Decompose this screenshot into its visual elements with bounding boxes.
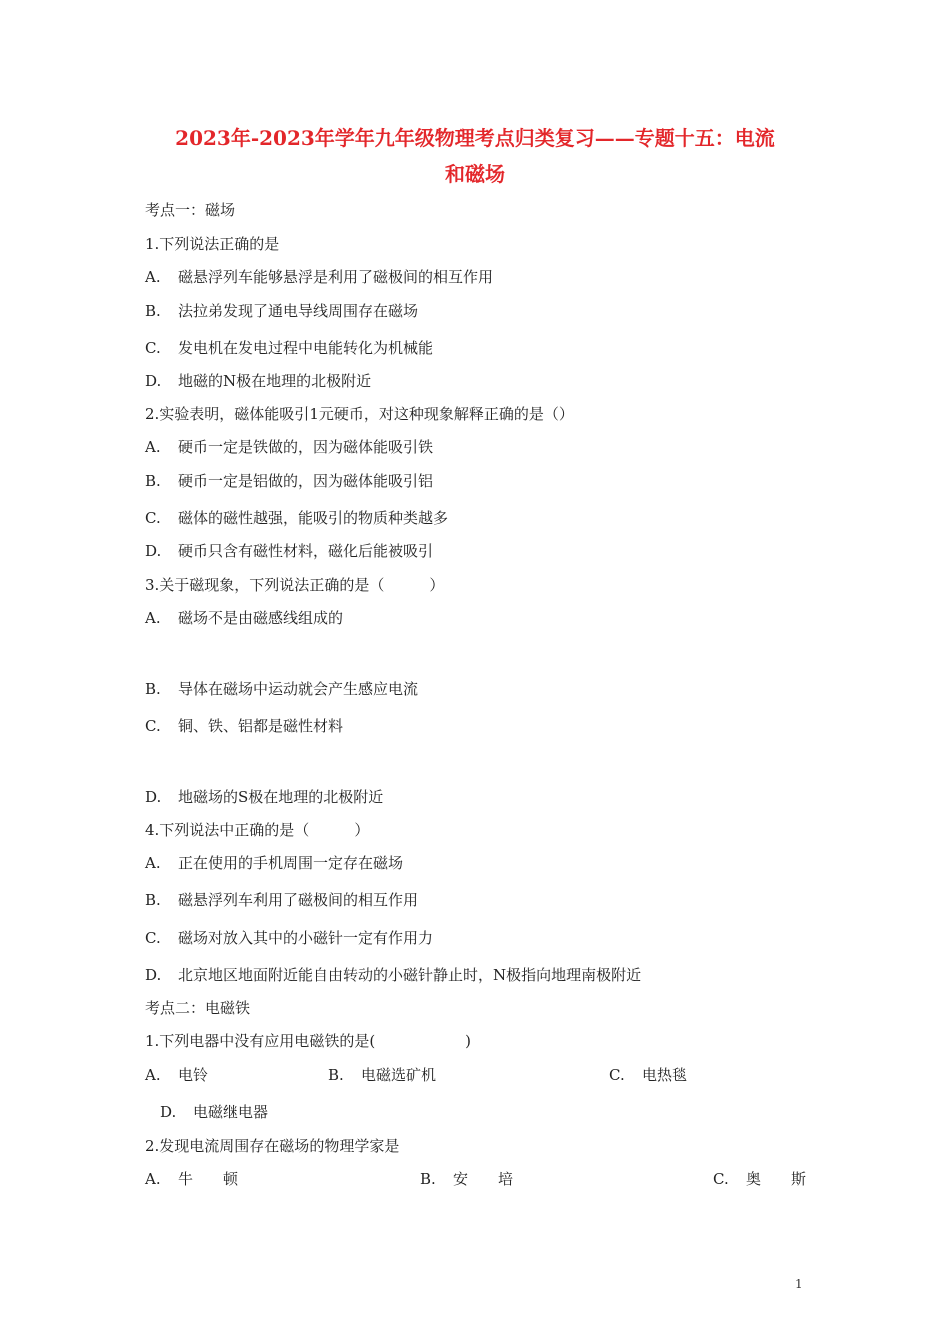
s1-q4-stem: 4.下列说法中正确的是（ ） [145, 821, 370, 839]
option-text: 硬币只含有磁性材料，磁化后能被吸引 [178, 542, 434, 560]
option-text: 发电机在发电过程中电能转化为机械能 [178, 339, 434, 357]
s1-q3-stem: 3.关于磁现象，下列说法正确的是（ ） [145, 576, 445, 594]
option-letter: C. [145, 339, 161, 357]
s1-q4-option-d [145, 966, 641, 984]
s1-q3-option-c [145, 717, 343, 735]
s2-q2-option-a [145, 1170, 238, 1188]
s1-q4-option-b [145, 891, 418, 909]
s1-q3-option-b [145, 680, 418, 698]
option-letter: A. [145, 609, 161, 627]
s1-q3-option-a [145, 609, 343, 627]
option-letter: D. [145, 788, 162, 806]
s1-q2-option-b [145, 472, 433, 490]
s2-q1-option-c [609, 1066, 687, 1084]
section1-heading: 考点一：磁场 [145, 201, 236, 219]
option-text: 地磁场的S极在地理的北极附近 [178, 788, 384, 806]
option-text: 硬币一定是铁做的，因为磁体能吸引铁 [178, 438, 434, 456]
option-letter: D. [145, 966, 162, 984]
s1-q1-option-c [145, 339, 433, 357]
option-text: 北京地区地面附近能自由转动的小磁针静止时，N极指向地理南极附近 [178, 966, 642, 984]
option-text: 硬币一定是铝做的，因为磁体能吸引铝 [178, 472, 434, 490]
option-text: 磁悬浮列车能够悬浮是利用了磁极间的相互作用 [178, 268, 494, 286]
s1-q2-option-d [145, 542, 433, 560]
option-text: 磁场对放入其中的小磁针一定有作用力 [178, 929, 434, 947]
option-letter: B. [420, 1170, 436, 1188]
option-letter: B. [145, 302, 161, 320]
option-text: 奥 斯 [746, 1170, 807, 1188]
option-letter: B. [145, 891, 161, 909]
s1-q1-option-d [145, 372, 371, 390]
option-text: 电磁选矿机 [361, 1066, 437, 1084]
option-letter: B. [328, 1066, 344, 1084]
option-letter: B. [145, 472, 161, 490]
option-text: 导体在磁场中运动就会产生感应电流 [178, 680, 419, 698]
s1-q1-stem: 1.下列说法正确的是 [145, 235, 280, 253]
option-text: 磁体的磁性越强，能吸引的物质种类越多 [178, 509, 449, 527]
option-letter: D. [145, 542, 162, 560]
option-letter: C. [713, 1170, 729, 1188]
option-letter: C. [145, 717, 161, 735]
option-letter: A. [145, 438, 161, 456]
s2-q1-stem: 1.下列电器中没有应用电磁铁的是( ) [145, 1032, 472, 1050]
s1-q1-option-a [145, 268, 493, 286]
s2-q2-option-b [420, 1170, 513, 1188]
option-text: 牛 顿 [178, 1170, 239, 1188]
option-letter: A. [145, 268, 161, 286]
option-text: 法拉弟发现了通电导线周围存在磁场 [178, 302, 419, 320]
s1-q4-option-a [145, 854, 403, 872]
option-letter: D. [145, 372, 162, 390]
s1-q1-option-b [145, 302, 418, 320]
s1-q2-option-a [145, 438, 433, 456]
option-letter: A. [145, 854, 161, 872]
s2-q2-stem: 2.发现电流周围存在磁场的物理学家是 [145, 1137, 400, 1155]
option-letter: C. [145, 509, 161, 527]
option-text: 安 培 [453, 1170, 514, 1188]
document-title-line1: 2023年-2023年学年九年级物理考点归类复习——专题十五：电流 [175, 126, 775, 150]
option-text: 电热毯 [642, 1066, 688, 1084]
section2-heading: 考点二：电磁铁 [145, 999, 251, 1017]
document-title-line2: 和磁场 [445, 162, 505, 186]
option-letter: A. [145, 1066, 161, 1084]
s1-q2-stem: 2.实验表明，磁体能吸引1元硬币，对这种现象解释正确的是（） [145, 405, 574, 423]
page-number: 1 [795, 1277, 803, 1291]
s1-q3-option-d [145, 788, 383, 806]
option-letter: C. [609, 1066, 625, 1084]
s2-q1-option-b [328, 1066, 436, 1084]
option-text: 铜、铁、铝都是磁性材料 [178, 717, 344, 735]
s2-q1-option-a [145, 1066, 208, 1084]
option-text: 地磁的N极在地理的北极附近 [178, 372, 372, 390]
option-text: 电磁继电器 [193, 1103, 269, 1121]
option-text: 磁悬浮列车利用了磁极间的相互作用 [178, 891, 419, 909]
option-letter: B. [145, 680, 161, 698]
s2-q2-option-c [713, 1170, 806, 1188]
option-text: 电铃 [178, 1066, 209, 1084]
option-letter: D. [160, 1103, 177, 1121]
option-text: 正在使用的手机周围一定存在磁场 [178, 854, 404, 872]
s1-q4-option-c [145, 929, 433, 947]
option-text: 磁场不是由磁感线组成的 [178, 609, 344, 627]
s2-q1-option-d [160, 1103, 268, 1121]
s1-q2-option-c [145, 509, 448, 527]
option-letter: C. [145, 929, 161, 947]
option-letter: A. [145, 1170, 161, 1188]
